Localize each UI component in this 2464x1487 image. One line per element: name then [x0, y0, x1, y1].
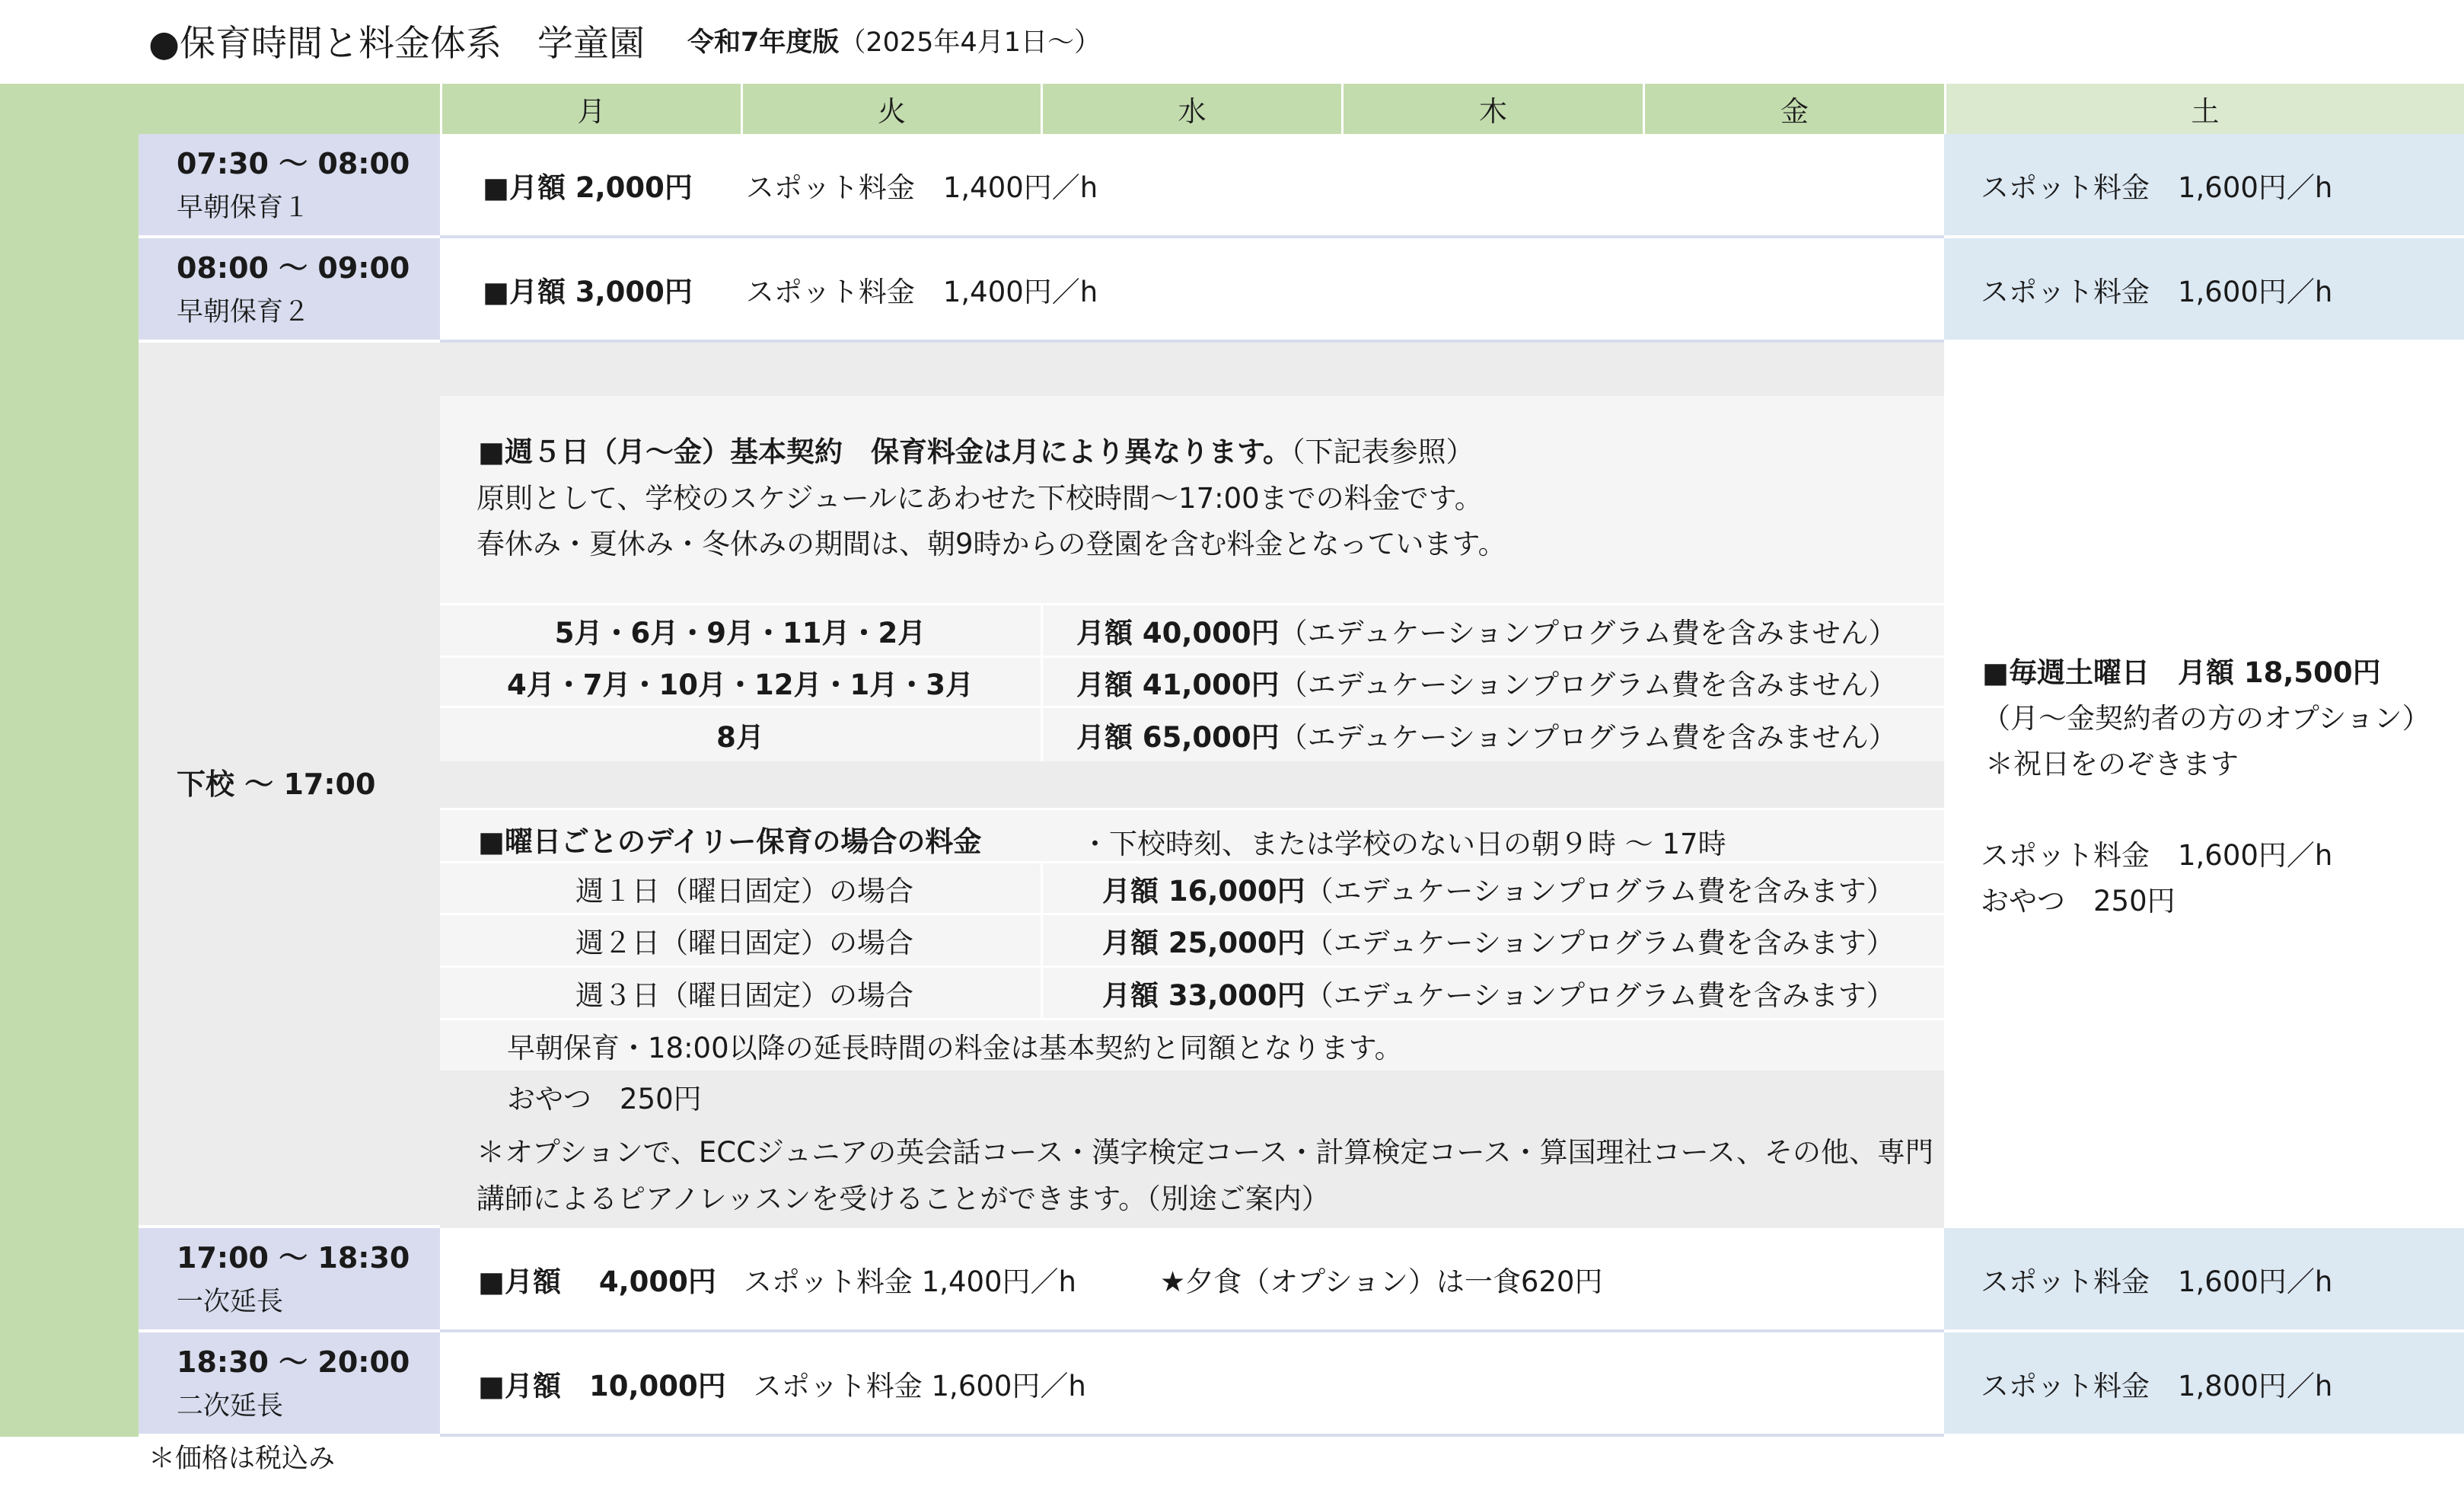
daily-days-2: 週２日（曜日固定）の場合 — [575, 927, 913, 959]
daily-care-time: ・下校時刻、または学校のない日の朝９時 〜 17時 — [1081, 828, 1726, 860]
day-header-fri: 金 — [1643, 84, 1944, 134]
weekday-fee-ext1 — [440, 1228, 1944, 1332]
saturday-fee-ext2: スポット料金 1,800円／h — [1944, 1332, 2464, 1437]
saturday-fee-ext1: スポット料金 1,600円／h — [1944, 1228, 2464, 1332]
monthly-fee: ■月額 4,000円 — [478, 1265, 716, 1298]
saturday-monthly-fee: ■毎週土曜日 月額 18,500円 — [1982, 656, 2381, 689]
monthly-fee: ■月額 3,000円 — [483, 275, 693, 308]
month-group-3: 8月 — [716, 721, 764, 754]
spot-fee: スポット料金 1,400円／h — [743, 1265, 1077, 1298]
day-header-thu: 木 — [1341, 84, 1643, 134]
saturday-fee-early2: スポット料金 1,600円／h — [1944, 238, 2464, 343]
dinner-option: ★夕食（オプション）は一食620円 — [1160, 1265, 1603, 1298]
month-fee-1: 月額 40,000円 （エデュケーションプログラム費を含みません） — [1076, 617, 1897, 649]
month-fee-2: 月額 41,000円 （エデュケーションプログラム費を含みません） — [1076, 668, 1897, 701]
period-label: （2025年4月1日〜） — [839, 27, 1101, 58]
contract-desc-1: 原則として、学校のスケジュールにあわせた下校時間〜17:00までの料金です。 — [477, 482, 1483, 515]
daily-fee-2: 月額 25,000円 （エデュケーションプログラム費を含みます） — [1102, 927, 1895, 959]
spot-fee: スポット料金 1,600円／h — [753, 1369, 1086, 1402]
extension-note: 早朝保育・18:00以降の延長時間の料金は基本契約と同額となります。 — [507, 1032, 1403, 1064]
saturday-snack: おやつ 250円 — [1981, 885, 2176, 917]
option-note-1: ＊オプションで、ECCジュニアの英会話コース・漢字検定コース・計算検定コース・算国理社コース、その他、専門 — [477, 1136, 1933, 1169]
snack-note: おやつ 250円 — [507, 1083, 702, 1115]
monthly-fee: ■月額 10,000円 — [478, 1369, 726, 1402]
spot-fee: スポット料金 1,400円／h — [745, 171, 1098, 204]
time-slot-name: 早朝保育２ — [177, 296, 311, 327]
time-slot-name: 二次延長 — [177, 1390, 284, 1422]
time-slot-name: 一次延長 — [177, 1286, 284, 1317]
weekday-fee-early2 — [440, 238, 1944, 343]
month-group-1: 5月・6月・9月・11月・2月 — [554, 617, 926, 649]
saturday-spot-fee: スポット料金 1,600円／h — [1981, 839, 2333, 872]
saturday-fee-early1: スポット料金 1,600円／h — [1944, 134, 2464, 238]
daily-care-title: ■曜日ごとのデイリー保育の場合の料金 — [478, 825, 982, 858]
time-range: 07:30 〜 08:00 — [177, 146, 410, 180]
month-fee-3: 月額 65,000円 （エデュケーションプログラム費を含みません） — [1076, 721, 1897, 754]
time-cell-ext2 — [139, 1332, 440, 1437]
time-cell-early1 — [139, 134, 440, 238]
left-color-bar — [0, 84, 139, 1437]
day-header-tue: 火 — [741, 84, 1041, 134]
time-cell-main — [139, 343, 440, 1228]
daily-fee-1: 月額 16,000円 （エデュケーションプログラム費を含みます） — [1102, 874, 1895, 908]
time-range: 下校 〜 17:00 — [177, 767, 376, 801]
weekday-fee-ext2 — [440, 1332, 1944, 1437]
time-range: 08:00 〜 09:00 — [177, 250, 410, 285]
monthly-fee: ■月額 2,000円 — [483, 171, 693, 204]
time-range: 17:00 〜 18:30 — [177, 1240, 410, 1275]
day-header-mon: 月 — [440, 84, 741, 134]
saturday-main-block — [1944, 343, 2464, 1228]
edition-label: 令和7年度版 — [687, 27, 840, 58]
divider — [440, 808, 1944, 810]
daily-days-3: 週３日（曜日固定）の場合 — [575, 979, 913, 1012]
option-note-2: 講師によるピアノレッスンを受けることができます。（別途ご案内） — [477, 1182, 1330, 1215]
daily-fee-3: 月額 33,000円 （エデュケーションプログラム費を含みます） — [1102, 979, 1895, 1012]
month-group-2: 4月・7月・10月・12月・1月・3月 — [507, 668, 974, 701]
divider — [440, 1018, 1944, 1020]
spot-fee: スポット料金 1,400円／h — [745, 275, 1098, 308]
time-cell-ext1 — [139, 1228, 440, 1332]
header-corner-cell — [139, 84, 440, 134]
saturday-holiday-note: ＊祝日をのぞきます — [1985, 748, 2239, 780]
saturday-option-note: （月〜金契約者の方のオプション） — [1982, 702, 2431, 735]
page-header — [148, 14, 1101, 67]
weekday-fee-early1 — [440, 134, 1944, 238]
contract-desc-2: 春休み・夏休み・冬休みの期間は、朝9時からの登園を含む料金となっています。 — [477, 528, 1506, 560]
day-header-wed: 水 — [1041, 84, 1341, 134]
tax-footnote: ＊価格は税込み — [148, 1444, 336, 1474]
time-cell-early2 — [139, 238, 440, 343]
page-title: ●保育時間と料金体系 学童園 — [148, 22, 645, 65]
contract-heading: ■週５日（月〜金）基本契約 保育料金は月により異なります。（下記表参照） — [478, 436, 1474, 468]
daily-days-1: 週１日（曜日固定）の場合 — [575, 874, 913, 908]
time-range: 18:30 〜 20:00 — [177, 1345, 410, 1379]
day-header-sat: 土 — [1944, 84, 2464, 134]
time-slot-name: 早朝保育１ — [177, 192, 311, 223]
